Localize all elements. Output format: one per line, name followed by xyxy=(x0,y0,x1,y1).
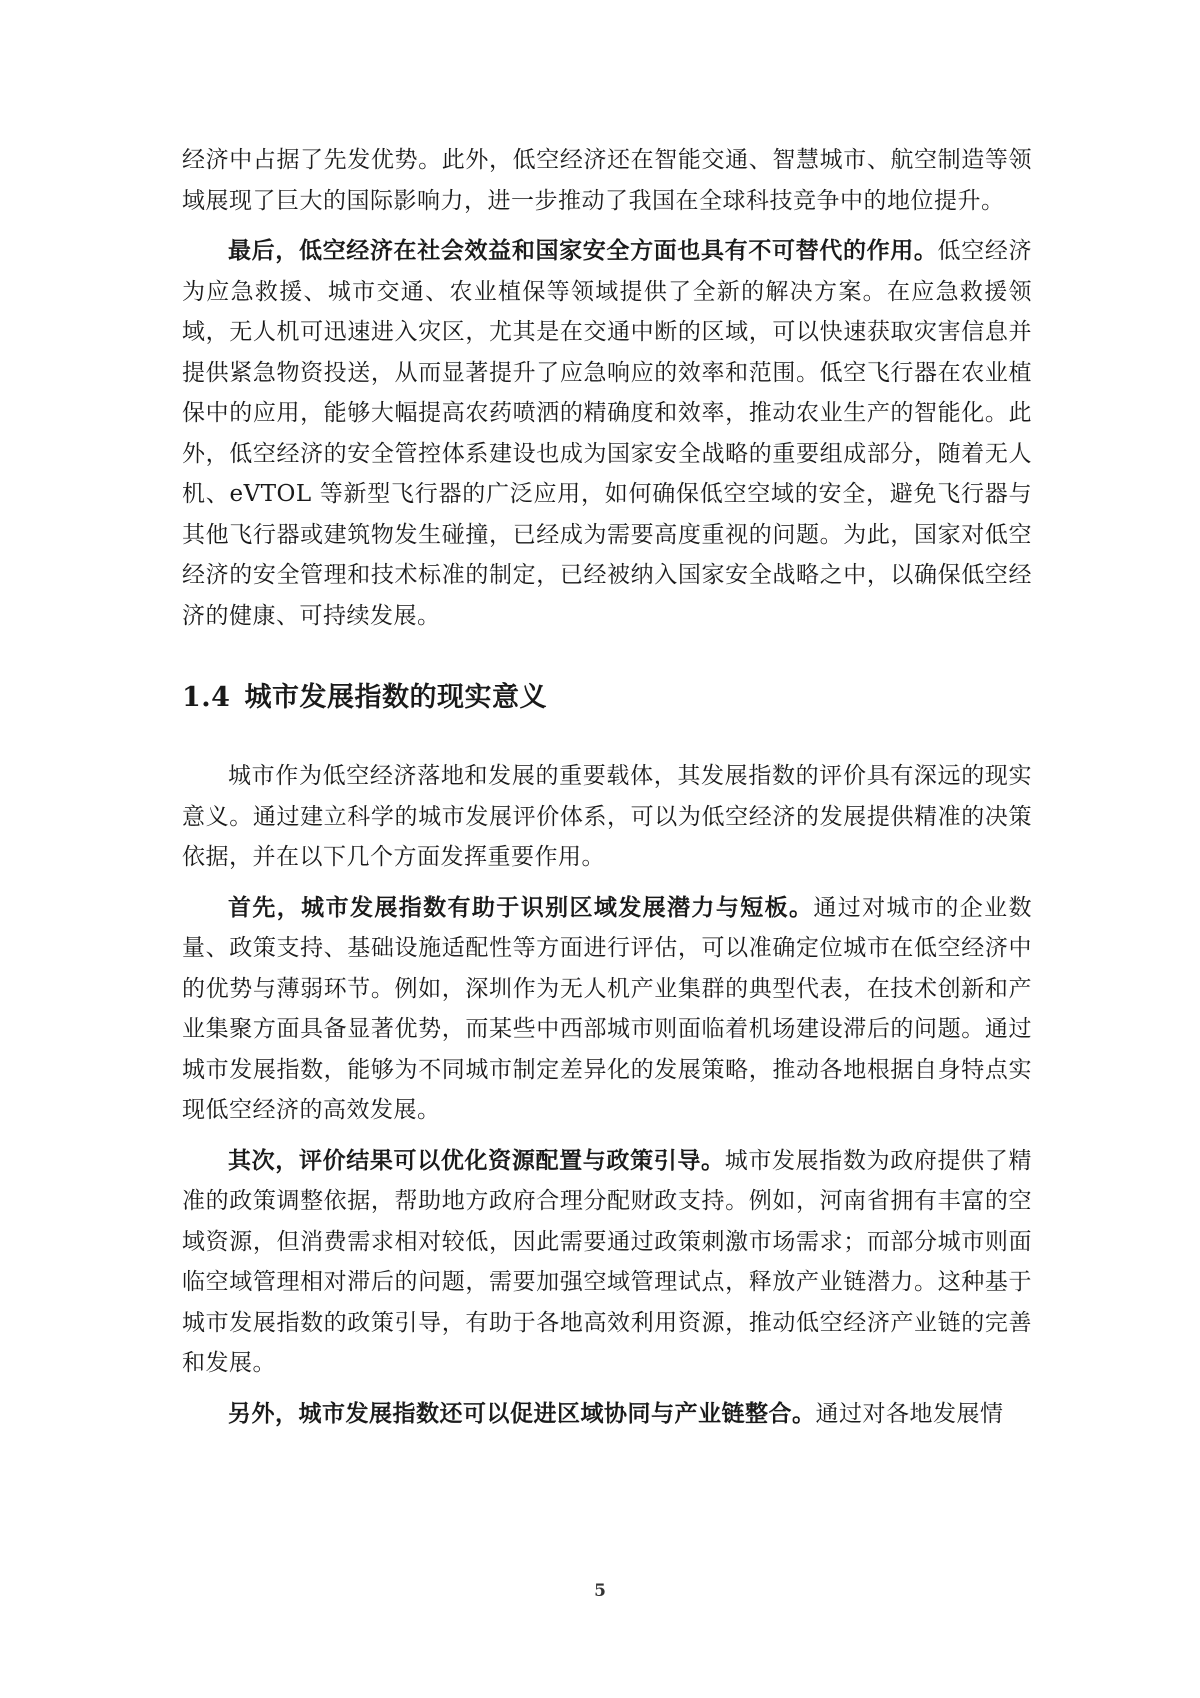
paragraph-additionally-text: 通过对各地发展情 xyxy=(815,1400,1004,1427)
paragraph-second-text: 城市发展指数为政府提供了精准的政策调整依据，帮助地方政府合理分配财政支持。例如，河南省拥有丰富的空域资源，但消费需求相对较低，因此需要通过政策刺激市场需求；而部分城市则面临空域管理相对滞后的问题，需要加强空域管理试点，释放产业链潜力。这种基于城市发展指数的政策引导，有助于各地高效利用资源，推动低空经济产业链的完善和发展。 xyxy=(182,1147,1033,1376)
page-content xyxy=(182,140,1032,1434)
paragraph-intro-text: 城市作为低空经济落地和发展的重要载体，其发展指数的评价具有深远的现实意义。通过建立科学的城市发展评价体系，可以为低空经济的发展提供精准的决策依据，并在以下几个方面发挥重要作用。 xyxy=(182,763,1032,870)
paragraph-additionally-lead: 另外，城市发展指数还可以促进区域协同与产业链整合。 xyxy=(228,1399,816,1427)
paragraph-additionally xyxy=(182,1394,1032,1435)
page-number: 5 xyxy=(594,1581,606,1601)
paragraph-continued-text: 经济中占据了先发优势。此外，低空经济还在智能交通、智慧城市、航空制造等领域展现了巨大的国际影响力，进一步推动了我国在全球科技竞争中的地位提升。 xyxy=(182,147,1032,214)
paragraph-second-lead: 其次，评价结果可以优化资源配置与政策引导。 xyxy=(228,1146,725,1174)
paragraph-second xyxy=(182,1141,1032,1384)
paragraph-finally-lead: 最后，低空经济在社会效益和国家安全方面也具有不可替代的作用。 xyxy=(228,237,938,264)
paragraph-finally xyxy=(182,231,1032,636)
section-heading xyxy=(182,678,1032,718)
paragraph-first-text: 通过对城市的企业数量、政策支持、基础设施适配性等方面进行评估，可以准确定位城市在低空经济中的优势与薄弱环节。例如，深圳作为无人机产业集群的典型代表，在技术创新和产业集聚方面具备显著优势，而某些中西部城市则面临着机场建设滞后的问题。通过城市发展指数，能够为不同城市制定差异化的发展策略，推动各地根据自身特点实现低空经济的高效发展。 xyxy=(182,894,1032,1123)
section-number: 1.4 xyxy=(182,682,231,713)
paragraph-continued xyxy=(182,140,1032,221)
paragraph-intro xyxy=(182,756,1032,878)
section-title: 城市发展指数的现实意义 xyxy=(244,682,547,713)
paragraph-finally-text: 低空经济为应急救援、城市交通、农业植保等领域提供了全新的解决方案。在应急救援领域，无人机可迅速进入灾区，尤其是在交通中断的区域，可以快速获取灾害信息并提供紧急物资投送，从而显著提升了应急响应的效率和范围。低空飞行器在农业植保中的应用，能够大幅提高农药喷洒的精确度和效率，推动农业生产的智能化。此外，低空经济的安全管控体系建设也成为国家安全战略的重要组成部分，随着无人机、eVTOL 等新型飞行器的广泛应用，如何确保低空空域的安全，避免飞行器与其他飞行器或建筑物发生碰撞，已经成为需要高度重视的问题。为此，国家对低空经济的安全管理和技术标准的制定，已经被纳入国家安全战略之中，以确保低空经济的健康、可持续发展。 xyxy=(182,238,1033,629)
paragraph-first-lead: 首先，城市发展指数有助于识别区域发展潜力与短板。 xyxy=(228,893,814,921)
paragraph-first xyxy=(182,888,1032,1131)
